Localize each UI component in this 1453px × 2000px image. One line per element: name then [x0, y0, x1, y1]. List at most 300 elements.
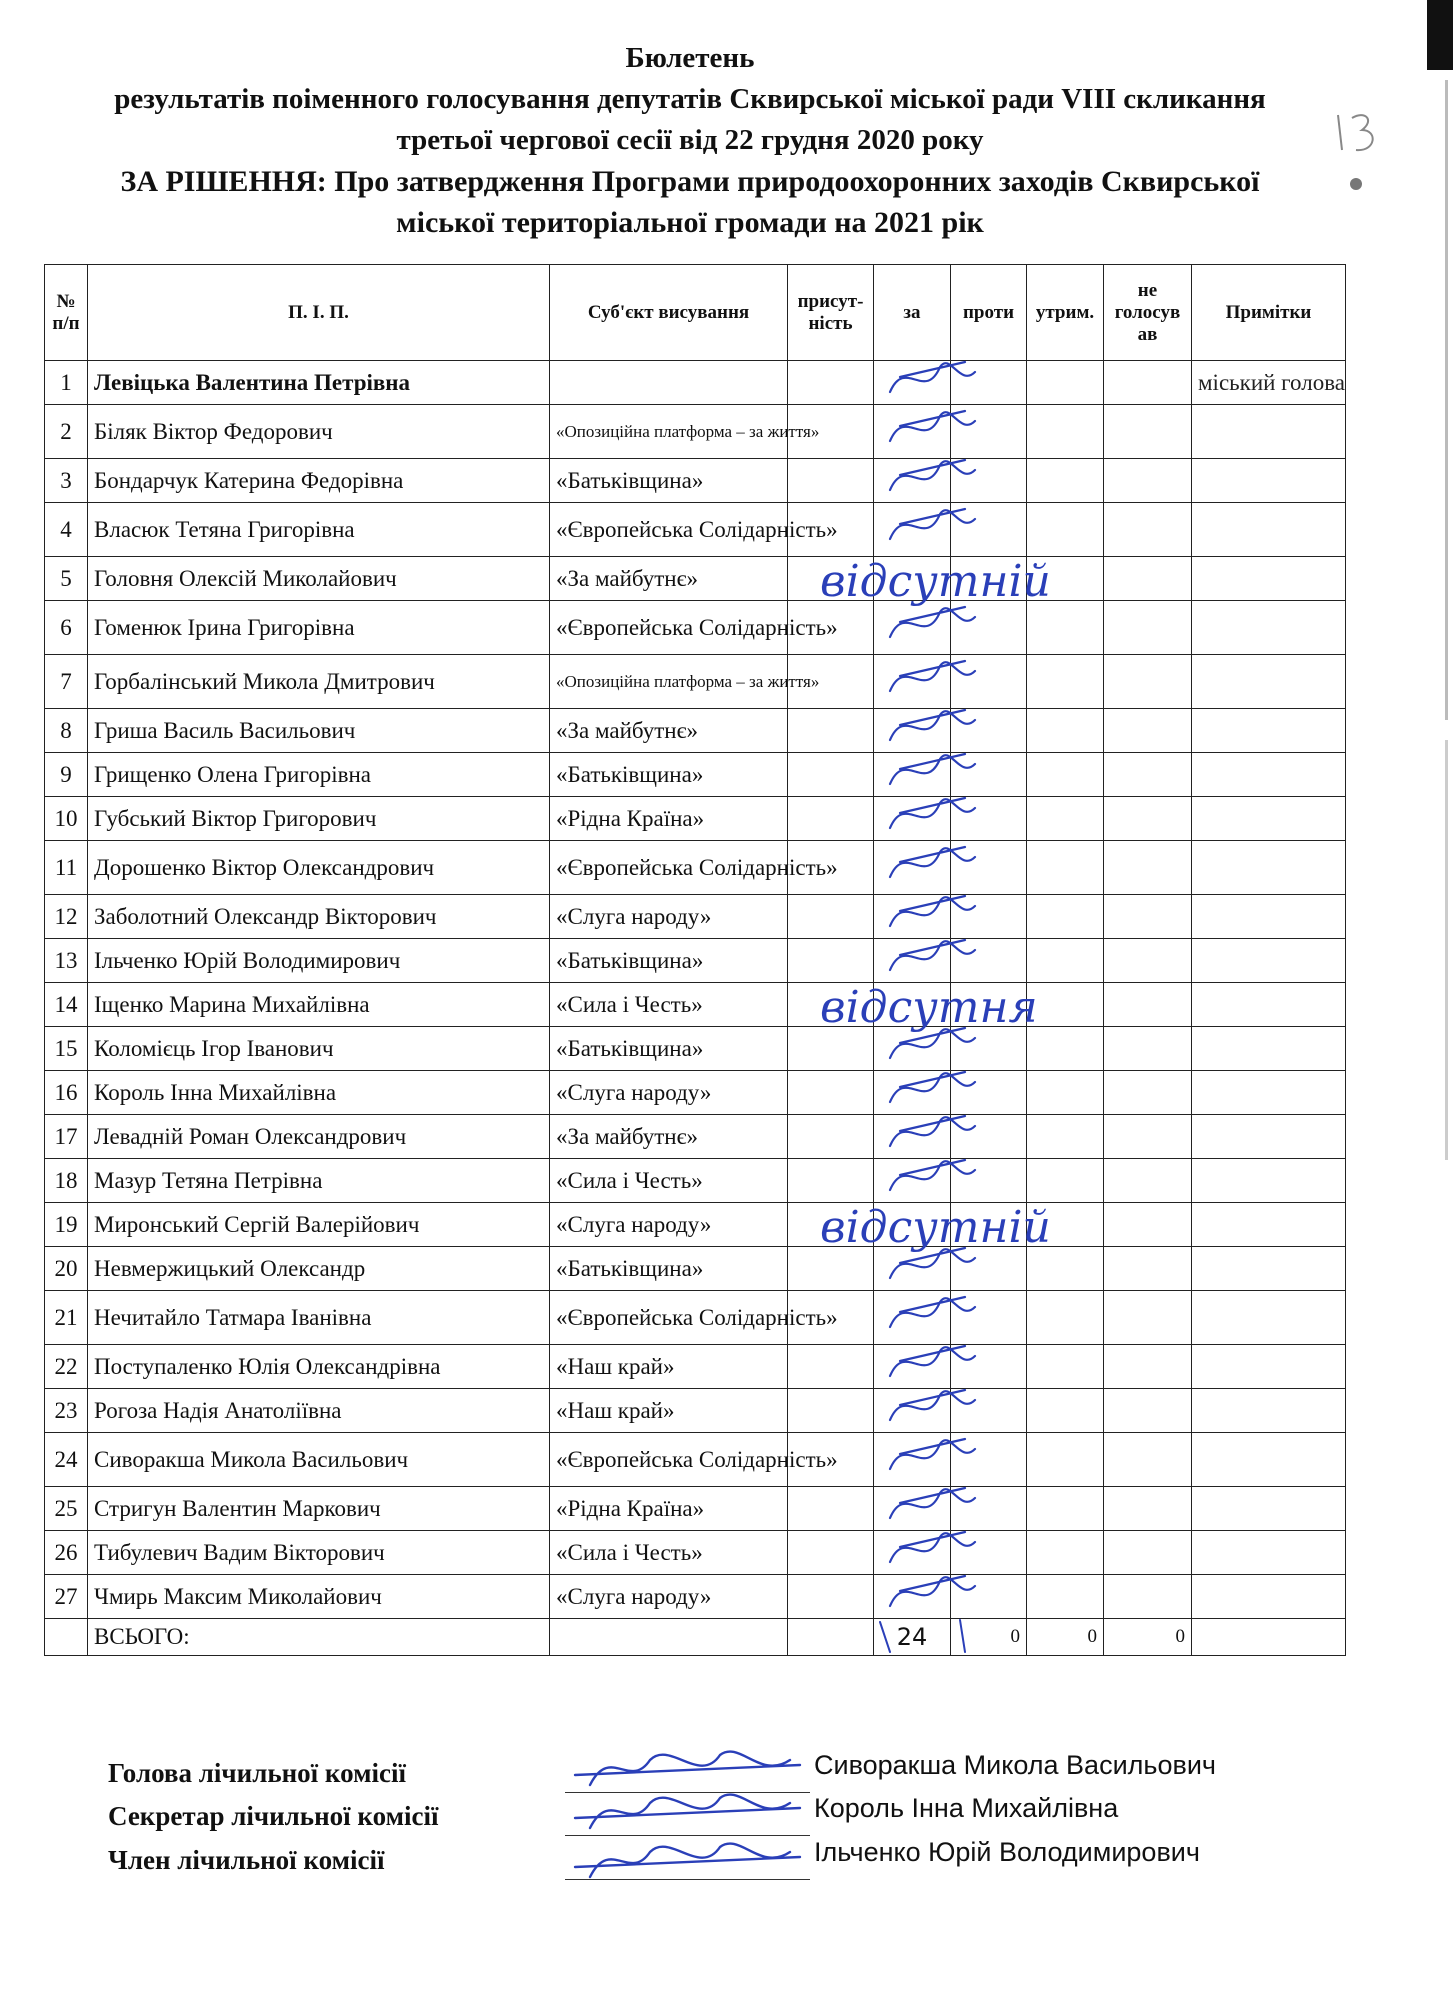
nominating-party: «Європейська Солідарність»	[550, 503, 788, 557]
not-voted-cell	[1104, 1071, 1192, 1115]
nominating-party: «Батьківщина»	[550, 753, 788, 797]
present-cell	[788, 557, 874, 601]
row-number: 9	[45, 753, 88, 797]
deputy-name: Бондарчук Катерина Федорівна	[88, 459, 550, 503]
row-number: 11	[45, 841, 88, 895]
vote-against-cell	[951, 983, 1027, 1027]
deputy-name: Чмирь Максим Миколайович	[88, 1575, 550, 1619]
present-cell	[788, 1071, 874, 1115]
vote-for-cell	[874, 753, 951, 797]
vote-against-cell	[951, 797, 1027, 841]
deputy-name: Тибулевич Вадим Вікторович	[88, 1531, 550, 1575]
vote-abstain-cell	[1027, 797, 1104, 841]
note-cell	[1192, 895, 1346, 939]
deputy-name: Поступаленко Юлія Олександрівна	[88, 1345, 550, 1389]
vote-against-cell	[951, 1027, 1027, 1071]
commission-role: Голова лічильної комісії	[108, 1758, 406, 1788]
vote-against-cell	[951, 405, 1027, 459]
deputy-name: Власюк Тетяна Григорівна	[88, 503, 550, 557]
vote-abstain-cell	[1027, 557, 1104, 601]
secretary-signature-icon	[575, 1795, 800, 1828]
not-voted-cell	[1104, 601, 1192, 655]
not-voted-cell	[1104, 1291, 1192, 1345]
table-row	[45, 1071, 1346, 1115]
note-cell	[1192, 1159, 1346, 1203]
vote-against-cell	[951, 1115, 1027, 1159]
note-cell	[1192, 1575, 1346, 1619]
vote-against-cell	[951, 939, 1027, 983]
note-cell: міський голова	[1192, 361, 1346, 405]
voting-table	[44, 264, 1346, 1656]
table-row	[45, 895, 1346, 939]
deputy-name: Гоменюк Ірина Григорівна	[88, 601, 550, 655]
vote-against-cell	[951, 1291, 1027, 1345]
vote-for-cell	[874, 797, 951, 841]
nominating-party: «Європейська Солідарність»	[550, 1433, 788, 1487]
col-abstain-header: утрим.	[1027, 265, 1104, 361]
nominating-party: «Наш край»	[550, 1345, 788, 1389]
vote-abstain-cell	[1027, 1247, 1104, 1291]
vote-abstain-cell	[1027, 1487, 1104, 1531]
document-header	[40, 38, 1340, 243]
vote-against-cell	[951, 503, 1027, 557]
nominating-party: «Слуга народу»	[550, 1071, 788, 1115]
table-row	[45, 1389, 1346, 1433]
table-row	[45, 1291, 1346, 1345]
table-row	[45, 841, 1346, 895]
vote-abstain-cell	[1027, 1027, 1104, 1071]
vote-for-cell	[874, 709, 951, 753]
session-line: третьої чергової сесії від 22 грудня 2020 року	[396, 124, 984, 156]
row-number: 6	[45, 601, 88, 655]
handwritten-absent-note: відсутній	[820, 1202, 1051, 1253]
vote-abstain-cell	[1027, 1291, 1104, 1345]
nominating-party: «Слуга народу»	[550, 895, 788, 939]
table-row	[45, 459, 1346, 503]
vote-against-cell	[951, 1345, 1027, 1389]
table-row	[45, 655, 1346, 709]
row-number: 17	[45, 1115, 88, 1159]
commission-member-name: Сиворакша Микола Васильович	[814, 1750, 1216, 1780]
commission-role: Секретар лічильної комісії	[108, 1801, 439, 1831]
col-name-header: П. І. П.	[88, 265, 550, 361]
row-number: 20	[45, 1247, 88, 1291]
present-cell	[788, 1203, 874, 1247]
vote-against-cell	[951, 753, 1027, 797]
vote-for-cell	[874, 1487, 951, 1531]
present-cell	[788, 1575, 874, 1619]
vote-against-cell	[951, 709, 1027, 753]
chair-signature-icon	[575, 1752, 800, 1785]
deputy-name: Левіцька Валентина Петрівна	[88, 361, 550, 405]
signature-line	[565, 1835, 810, 1836]
col-present-header: присут-ність	[788, 265, 874, 361]
commission-member-name: Ільченко Юрій Володимирович	[814, 1837, 1200, 1867]
vote-abstain-cell	[1027, 1433, 1104, 1487]
present-cell	[788, 709, 874, 753]
note-cell	[1192, 1115, 1346, 1159]
note-cell	[1192, 1203, 1346, 1247]
deputy-name: Миронський Сергій Валерійович	[88, 1203, 550, 1247]
table-row	[45, 1487, 1346, 1531]
row-number: 18	[45, 1159, 88, 1203]
vote-abstain-cell	[1027, 841, 1104, 895]
note-cell	[1192, 797, 1346, 841]
vote-for-cell	[874, 1575, 951, 1619]
handwritten-absent-note: відсутній	[820, 556, 1051, 607]
present-cell	[788, 1531, 874, 1575]
not-voted-cell	[1104, 557, 1192, 601]
scan-edge-mark	[1427, 0, 1453, 70]
row-number: 5	[45, 557, 88, 601]
vote-for-cell	[874, 1389, 951, 1433]
vote-against-cell	[951, 601, 1027, 655]
deputy-name: Нечитайло Татмара Іванівна	[88, 1291, 550, 1345]
deputy-name: Заболотний Олександр Вікторович	[88, 895, 550, 939]
vote-against-cell	[951, 1203, 1027, 1247]
vote-abstain-cell	[1027, 1203, 1104, 1247]
vote-abstain-cell	[1027, 655, 1104, 709]
not-voted-cell	[1104, 1575, 1192, 1619]
row-number: 14	[45, 983, 88, 1027]
note-cell	[1192, 1291, 1346, 1345]
row-number: 4	[45, 503, 88, 557]
note-cell	[1192, 1345, 1346, 1389]
nominating-party: «Батьківщина»	[550, 939, 788, 983]
table-row	[45, 1159, 1346, 1203]
vote-abstain-cell	[1027, 983, 1104, 1027]
row-number: 1	[45, 361, 88, 405]
vote-abstain-cell	[1027, 1575, 1104, 1619]
vote-against-cell	[951, 1433, 1027, 1487]
vote-for-cell	[874, 503, 951, 557]
vote-for-cell	[874, 557, 951, 601]
document-title: Бюлетень	[625, 42, 755, 74]
nominating-party: «Батьківщина»	[550, 1247, 788, 1291]
note-cell	[1192, 503, 1346, 557]
not-voted-cell	[1104, 1159, 1192, 1203]
total-against: 0	[951, 1619, 1027, 1656]
vote-for-cell	[874, 1345, 951, 1389]
not-voted-cell	[1104, 841, 1192, 895]
vote-for-cell	[874, 841, 951, 895]
row-number: 8	[45, 709, 88, 753]
vote-against-cell	[951, 1071, 1027, 1115]
vote-for-cell	[874, 601, 951, 655]
row-number: 21	[45, 1291, 88, 1345]
nominating-party: «Сила і Честь»	[550, 1159, 788, 1203]
vote-abstain-cell	[1027, 1159, 1104, 1203]
vote-for-cell	[874, 655, 951, 709]
vote-against-cell	[951, 655, 1027, 709]
col-subject-header: Суб'єкт висування	[550, 265, 788, 361]
table-row	[45, 601, 1346, 655]
not-voted-cell	[1104, 1531, 1192, 1575]
row-number: 10	[45, 797, 88, 841]
not-voted-cell	[1104, 895, 1192, 939]
nominating-party: «Європейська Солідарність»	[550, 1291, 788, 1345]
present-cell	[788, 459, 874, 503]
table-row	[45, 1115, 1346, 1159]
note-cell	[1192, 557, 1346, 601]
nominating-party: «Сила і Честь»	[550, 1531, 788, 1575]
not-voted-cell	[1104, 939, 1192, 983]
nominating-party: «Європейська Солідарність»	[550, 601, 788, 655]
not-voted-cell	[1104, 1027, 1192, 1071]
not-voted-cell	[1104, 1203, 1192, 1247]
vote-for-cell	[874, 1115, 951, 1159]
not-voted-cell	[1104, 503, 1192, 557]
note-cell	[1192, 1071, 1346, 1115]
table-row	[45, 983, 1346, 1027]
table-row	[45, 1203, 1346, 1247]
deputy-name: Ільченко Юрій Володимирович	[88, 939, 550, 983]
nominating-party: «За майбутнє»	[550, 1115, 788, 1159]
deputy-name: Левадній Роман Олександрович	[88, 1115, 550, 1159]
table-row	[45, 361, 1346, 405]
present-cell	[788, 983, 874, 1027]
scan-edge-line	[1445, 80, 1448, 720]
row-number: 12	[45, 895, 88, 939]
row-number: 25	[45, 1487, 88, 1531]
table-row	[45, 1433, 1346, 1487]
nominating-party: «За майбутнє»	[550, 557, 788, 601]
vote-against-cell	[951, 1159, 1027, 1203]
total-row	[45, 1619, 1346, 1656]
signature-line	[565, 1879, 810, 1880]
row-number: 13	[45, 939, 88, 983]
present-cell	[788, 797, 874, 841]
not-voted-cell	[1104, 1433, 1192, 1487]
vote-against-cell	[951, 1247, 1027, 1291]
table-row	[45, 1575, 1346, 1619]
not-voted-cell	[1104, 459, 1192, 503]
total-label: ВСЬОГО:	[88, 1619, 550, 1656]
present-cell	[788, 1389, 874, 1433]
deputy-name: Гриша Василь Васильович	[88, 709, 550, 753]
deputy-name: Губський Віктор Григорович	[88, 797, 550, 841]
table-row	[45, 1247, 1346, 1291]
vote-abstain-cell	[1027, 895, 1104, 939]
vote-abstain-cell	[1027, 1389, 1104, 1433]
present-cell	[788, 753, 874, 797]
deputy-name: Мазур Тетяна Петрівна	[88, 1159, 550, 1203]
note-cell	[1192, 983, 1346, 1027]
present-cell	[788, 361, 874, 405]
nominating-party: «Рідна Країна»	[550, 797, 788, 841]
note-cell	[1192, 709, 1346, 753]
vote-for-cell	[874, 983, 951, 1027]
vote-for-cell	[874, 1247, 951, 1291]
nominating-party: «Слуга народу»	[550, 1575, 788, 1619]
present-cell	[788, 1345, 874, 1389]
vote-against-cell	[951, 895, 1027, 939]
decision-line-2: міської територіальної громади на 2021 рік	[396, 206, 984, 239]
not-voted-cell	[1104, 655, 1192, 709]
row-number: 26	[45, 1531, 88, 1575]
present-cell	[788, 939, 874, 983]
table-row	[45, 1027, 1346, 1071]
note-cell	[1192, 405, 1346, 459]
nominating-party: «Сила і Честь»	[550, 983, 788, 1027]
nominating-party: «Опозиційна платформа – за життя»	[550, 405, 788, 459]
vote-for-cell	[874, 1203, 951, 1247]
note-cell	[1192, 841, 1346, 895]
row-number: 24	[45, 1433, 88, 1487]
vote-for-cell	[874, 459, 951, 503]
vote-for-cell	[874, 1433, 951, 1487]
vote-abstain-cell	[1027, 1071, 1104, 1115]
vote-abstain-cell	[1027, 753, 1104, 797]
nominating-party: «Батьківщина»	[550, 459, 788, 503]
not-voted-cell	[1104, 405, 1192, 459]
vote-against-cell	[951, 1575, 1027, 1619]
vote-abstain-cell	[1027, 503, 1104, 557]
row-number: 2	[45, 405, 88, 459]
table-row	[45, 753, 1346, 797]
vote-abstain-cell	[1027, 459, 1104, 503]
nominating-party: «Батьківщина»	[550, 1027, 788, 1071]
table-row	[45, 797, 1346, 841]
present-cell	[788, 1487, 874, 1531]
col-num-header: № п/п	[45, 265, 88, 361]
vote-abstain-cell	[1027, 1115, 1104, 1159]
row-number: 27	[45, 1575, 88, 1619]
vote-abstain-cell	[1027, 601, 1104, 655]
present-cell	[788, 895, 874, 939]
commission-member-name: Король Інна Михайлівна	[814, 1793, 1119, 1823]
deputy-name: Головня Олексій Миколайович	[88, 557, 550, 601]
deputy-name: Грищенко Олена Григорівна	[88, 753, 550, 797]
deputy-name: Сиворакша Микола Васильович	[88, 1433, 550, 1487]
nominating-party: «Наш край»	[550, 1389, 788, 1433]
vote-against-cell	[951, 557, 1027, 601]
col-notes-header: Примітки	[1192, 265, 1346, 361]
note-cell	[1192, 1389, 1346, 1433]
total-abstain: 0	[1027, 1619, 1104, 1656]
signature-line	[565, 1792, 810, 1793]
not-voted-cell	[1104, 1345, 1192, 1389]
deputy-name: Рогоза Надія Анатоліївна	[88, 1389, 550, 1433]
not-voted-cell	[1104, 709, 1192, 753]
deputy-name: Дорошенко Віктор Олександрович	[88, 841, 550, 895]
decision-line: ЗА РІШЕННЯ: Про затвердження Програми природоохоронних заходів Сквирської	[120, 165, 1260, 198]
not-voted-cell	[1104, 361, 1192, 405]
vote-abstain-cell	[1027, 405, 1104, 459]
vote-for-cell	[874, 939, 951, 983]
table-row	[45, 1531, 1346, 1575]
deputy-name: Іщенко Марина Михайлівна	[88, 983, 550, 1027]
col-for-header: за	[874, 265, 951, 361]
present-cell	[788, 1247, 874, 1291]
table-row	[45, 709, 1346, 753]
not-voted-cell	[1104, 1389, 1192, 1433]
nominating-party: «Опозиційна платформа – за життя»	[550, 655, 788, 709]
nominating-party: «Слуга народу»	[550, 1203, 788, 1247]
note-cell	[1192, 1247, 1346, 1291]
present-cell	[788, 1115, 874, 1159]
row-number: 7	[45, 655, 88, 709]
deputy-name: Коломієць Ігор Іванович	[88, 1027, 550, 1071]
deputy-name: Горбалінський Микола Дмитрович	[88, 655, 550, 709]
row-number: 22	[45, 1345, 88, 1389]
vote-against-cell	[951, 841, 1027, 895]
note-cell	[1192, 601, 1346, 655]
deputy-name: Король Інна Михайлівна	[88, 1071, 550, 1115]
vote-for-cell	[874, 1159, 951, 1203]
vote-for-cell	[874, 361, 951, 405]
not-voted-cell	[1104, 1115, 1192, 1159]
commission-role: Член лічильної комісії	[108, 1845, 385, 1875]
handwritten-absent-note: відсутня	[820, 982, 1038, 1033]
vote-for-cell	[874, 1291, 951, 1345]
note-cell	[1192, 459, 1346, 503]
note-cell	[1192, 1433, 1346, 1487]
vote-for-cell	[874, 405, 951, 459]
row-number: 19	[45, 1203, 88, 1247]
table-row	[45, 405, 1346, 459]
vote-for-cell	[874, 1071, 951, 1115]
present-cell	[788, 1027, 874, 1071]
nominating-party	[550, 361, 788, 405]
vote-abstain-cell	[1027, 1345, 1104, 1389]
table-row	[45, 557, 1346, 601]
vote-against-cell	[951, 1389, 1027, 1433]
not-voted-cell	[1104, 1247, 1192, 1291]
nominating-party: «Європейська Солідарність»	[550, 841, 788, 895]
vote-abstain-cell	[1027, 709, 1104, 753]
note-cell	[1192, 1487, 1346, 1531]
vote-abstain-cell	[1027, 361, 1104, 405]
note-cell	[1192, 1027, 1346, 1071]
note-cell	[1192, 753, 1346, 797]
row-number: 23	[45, 1389, 88, 1433]
nominating-party: «За майбутнє»	[550, 709, 788, 753]
total-for: 24	[874, 1619, 951, 1656]
table-row	[45, 939, 1346, 983]
not-voted-cell	[1104, 983, 1192, 1027]
note-cell	[1192, 655, 1346, 709]
not-voted-cell	[1104, 753, 1192, 797]
row-number: 3	[45, 459, 88, 503]
vote-against-cell	[951, 361, 1027, 405]
deputy-name: Біляк Віктор Федорович	[88, 405, 550, 459]
deputy-name: Стригун Валентин Маркович	[88, 1487, 550, 1531]
vote-against-cell	[951, 1487, 1027, 1531]
vote-against-cell	[951, 1531, 1027, 1575]
table-row	[45, 1345, 1346, 1389]
table-row	[45, 503, 1346, 557]
scan-dot	[1350, 178, 1362, 190]
vote-for-cell	[874, 1531, 951, 1575]
document-subtitle: результатів поіменного голосування депутатів Сквирської міської ради VIII скликання	[114, 83, 1266, 115]
note-cell	[1192, 1531, 1346, 1575]
row-number: 16	[45, 1071, 88, 1115]
scan-edge-line	[1445, 740, 1448, 1160]
present-cell	[788, 1159, 874, 1203]
not-voted-cell	[1104, 1487, 1192, 1531]
note-cell	[1192, 939, 1346, 983]
vote-against-cell	[951, 459, 1027, 503]
handwritten-page-number	[1330, 100, 1390, 160]
col-not-voted-header: не голосув ав	[1104, 265, 1192, 361]
col-against-header: проти	[951, 265, 1027, 361]
total-not-voted: 0	[1104, 1619, 1192, 1656]
vote-abstain-cell	[1027, 939, 1104, 983]
vote-for-cell	[874, 895, 951, 939]
vote-abstain-cell	[1027, 1531, 1104, 1575]
row-number: 15	[45, 1027, 88, 1071]
